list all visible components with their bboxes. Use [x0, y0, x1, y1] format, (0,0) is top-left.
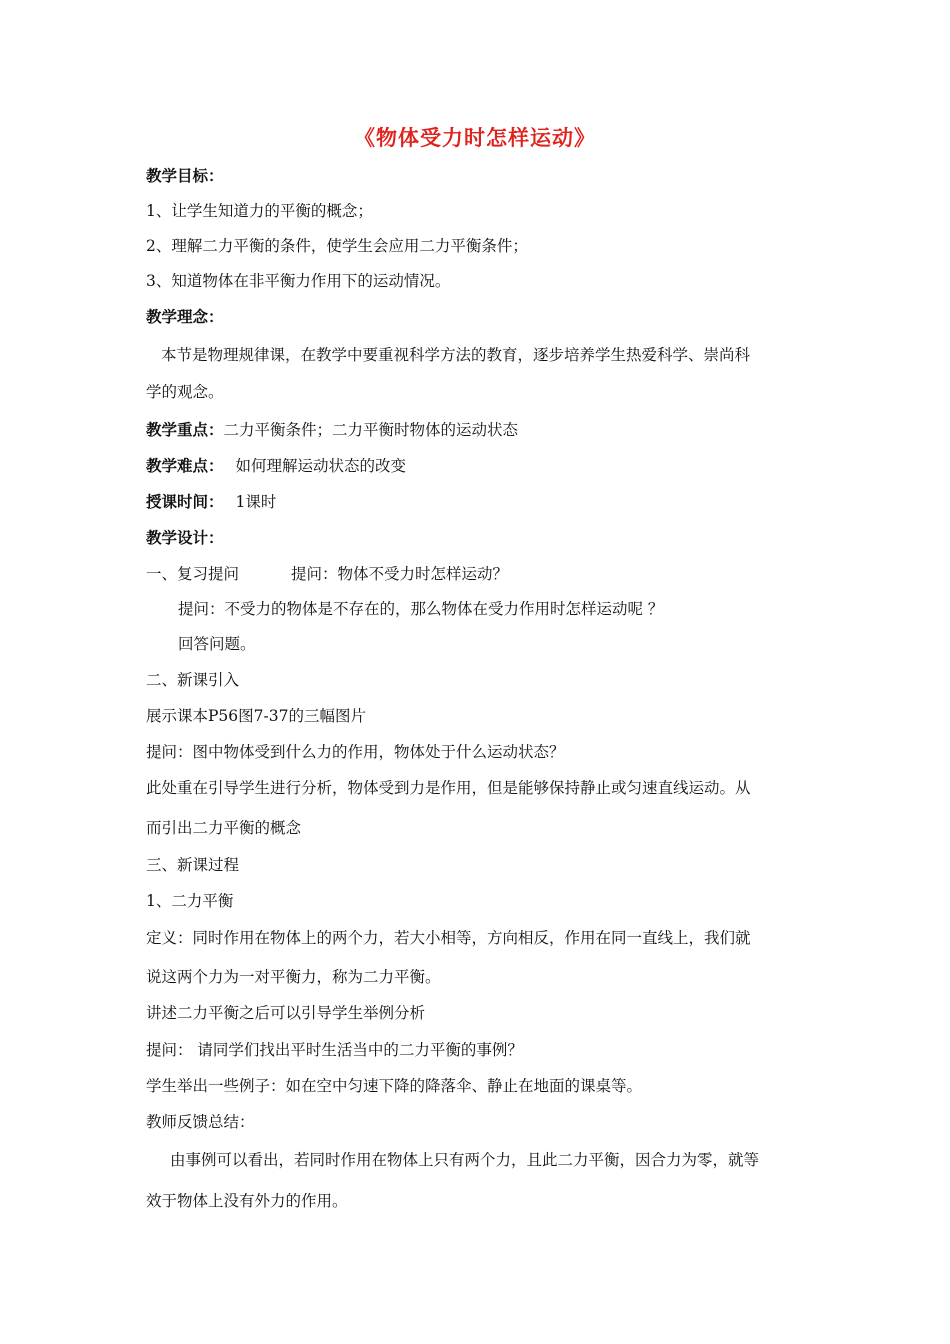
teacher-feedback-label: 教师反馈总结：	[146, 1113, 255, 1131]
definition-line-2: 说这两个力为一对平衡力，称为二力平衡。	[146, 968, 441, 986]
review-question-2: 提问：不受力的物体是不存在的，那么物体在受力作用时怎样运动呢 ？	[178, 600, 664, 618]
difficulty-row	[146, 456, 406, 476]
key-point-row	[146, 420, 518, 440]
process-sub-heading: 1、二力平衡	[146, 892, 234, 910]
review-row	[146, 564, 508, 584]
key-point-label: 教学重点：	[146, 421, 224, 439]
review-question-1: 提问：物体不受力时怎样运动？	[291, 565, 509, 583]
intro-question: 提问：图中物体受到什么力的作用，物体处于什么运动状态？	[146, 743, 565, 761]
review-label: 一、复习提问	[146, 565, 240, 583]
design-heading: 教学设计：	[146, 529, 224, 547]
objectives-heading: 教学目标：	[146, 167, 224, 185]
objective-item-2: 2、理解二力平衡的条件，使学生会应用二力平衡条件；	[146, 237, 528, 255]
objective-item-3: 3、知道物体在非平衡力作用下的运动情况。	[146, 272, 451, 290]
process-ask: 提问： 请同学们找出平时生活当中的二力平衡的事例？	[146, 1041, 523, 1059]
objective-item-1: 1、让学生知道力的平衡的概念；	[146, 202, 373, 220]
duration-row	[146, 492, 276, 512]
duration-value: 1课时	[235, 493, 277, 511]
key-point-value: 二力平衡条件；二力平衡时物体的运动状态	[223, 421, 519, 439]
philosophy-text-line-1: 本节是物理规律课，在教学中要重视科学方法的教育，逐步培养学生热爱科学、崇尚科	[161, 346, 751, 364]
philosophy-heading: 教学理念：	[146, 308, 224, 326]
intro-note-line-2: 而引出二力平衡的概念	[146, 819, 302, 837]
document-title: 《物体受力时怎样运动》	[354, 126, 596, 150]
difficulty-value: 如何理解运动状态的改变	[235, 457, 407, 475]
process-guide: 讲述二力平衡之后可以引导学生举例分析	[146, 1004, 426, 1022]
difficulty-label: 教学难点：	[146, 457, 224, 475]
review-answer: 回答问题。	[178, 635, 256, 653]
duration-label: 授课时间：	[146, 493, 224, 511]
summary-line-2: 效于物体上没有外力的作用。	[146, 1192, 348, 1210]
definition-line-1: 定义：同时作用在物体上的两个力，若大小相等，方向相反，作用在同一直线上，我们就	[146, 929, 751, 947]
intro-show: 展示课本P56图7-37的三幅图片	[146, 707, 366, 725]
intro-note-line-1: 此处重在引导学生进行分析，物体受到力是作用，但是能够保持静止或匀速直线运动。从	[146, 779, 751, 797]
philosophy-text-line-2: 学的观念。	[146, 383, 224, 401]
process-examples: 学生举出一些例子：如在空中匀速下降的降落伞、静止在地面的课桌等。	[146, 1077, 643, 1095]
process-label: 三、新课过程	[146, 856, 240, 874]
summary-line-1: 由事例可以看出，若同时作用在物体上只有两个力，且此二力平衡，因合力为零，就等	[170, 1151, 760, 1169]
intro-label: 二、新课引入	[146, 671, 240, 689]
